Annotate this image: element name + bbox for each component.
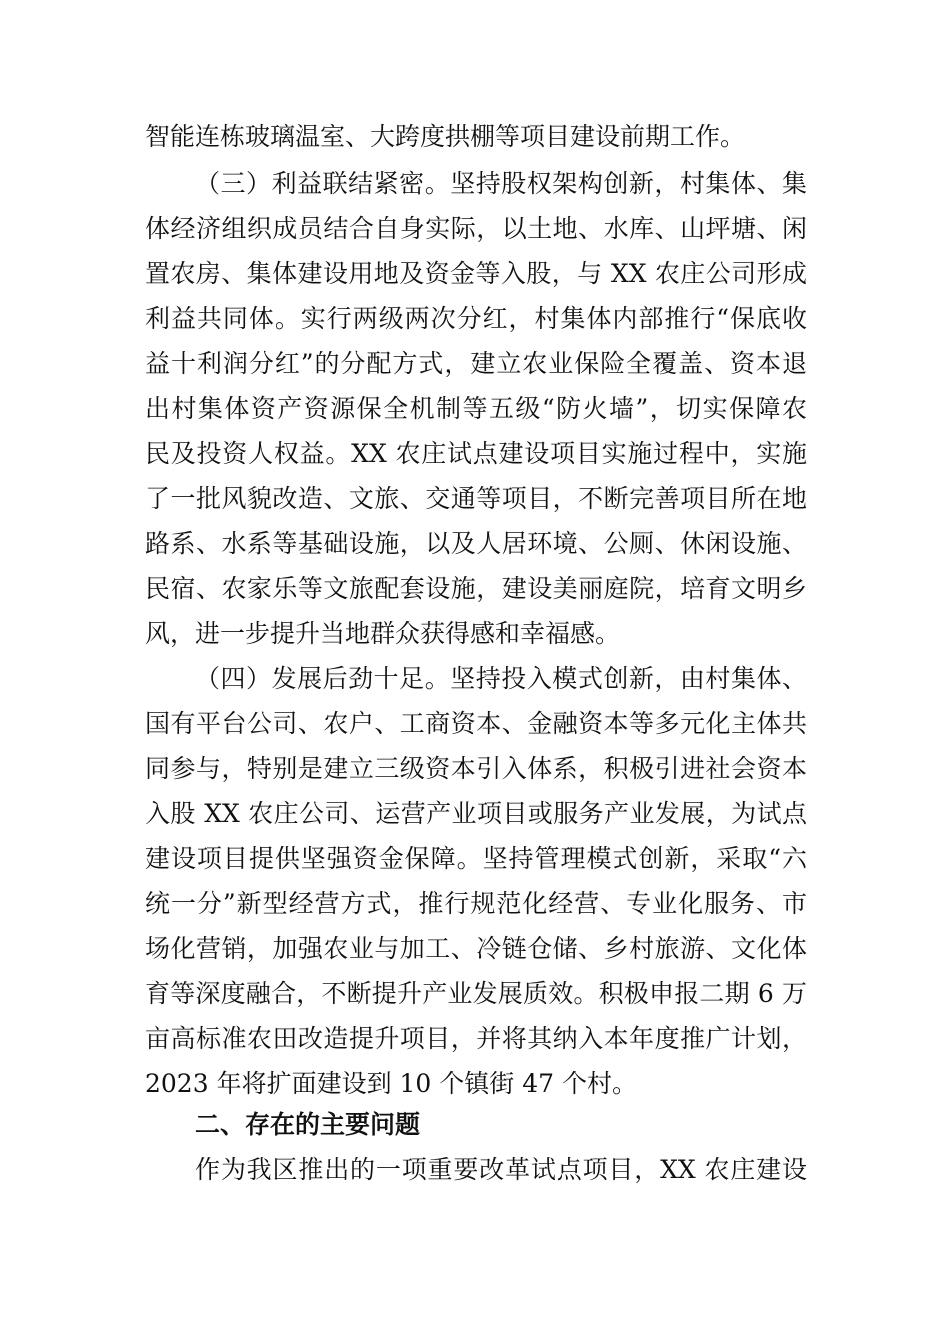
paragraph-line: 路系、水系等基础设施，以及人居环境、公厕、休闲设施、	[145, 529, 807, 558]
paragraph-line: 亩高标准农田改造提升项目，并将其纳入本年度推广计划，	[145, 1024, 807, 1053]
paragraph-line: 利益共同体。实行两级两次分红，村集体内部推行“保底收	[145, 304, 807, 333]
paragraph-line: 作为我区推出的一项重要改革试点项目，XX 农庄建设	[195, 1155, 807, 1184]
paragraph-line: 国有平台公司、农户、工商资本、金融资本等多元化主体共	[145, 709, 807, 738]
paragraph-line: 2023 年将扩面建设到 10 个镇街 47 个村。	[145, 1069, 637, 1098]
paragraph-line: 育等深度融合，不断提升产业发展质效。积极申报二期 6 万	[145, 979, 807, 1008]
paragraph-line: （三）利益联结紧密。坚持股权架构创新，村集体、集	[195, 169, 807, 198]
paragraph-line: 同参与，特别是建立三级资本引入体系，积极引进社会资本	[145, 754, 807, 783]
paragraph-line: 建设项目提供坚强资金保障。坚持管理模式创新，采取“六	[145, 844, 807, 873]
paragraph-line: 民宿、农家乐等文旅配套设施，建设美丽庭院，培育文明乡	[145, 574, 807, 603]
paragraph-line: 益十利润分红”的分配方式，建立农业保险全覆盖、资本退	[145, 349, 807, 378]
paragraph-line: 统一分”新型经营方式，推行规范化经营、专业化服务、市	[145, 889, 807, 918]
paragraph-line: 了一批风貌改造、文旅、交通等项目，不断完善项目所在地	[145, 484, 807, 513]
paragraph-line: 体经济组织成员结合自身实际，以土地、水库、山坪塘、闲	[145, 214, 807, 243]
paragraph-line: 置农房、集体建设用地及资金等入股，与 XX 农庄公司形成	[145, 259, 807, 288]
paragraph-line: 风，进一步提升当地群众获得感和幸福感。	[145, 619, 621, 648]
section-heading: 二、存在的主要问题	[195, 1110, 421, 1139]
paragraph-line: 入股 XX 农庄公司、运营产业项目或服务产业发展，为试点	[145, 799, 807, 828]
paragraph-line: 场化营销，加强农业与加工、冷链仓储、乡村旅游、文化体	[145, 934, 807, 963]
paragraph-line: 出村集体资产资源保全机制等五级“防火墙”，切实保障农	[145, 394, 807, 423]
paragraph-line: （四）发展后劲十足。坚持投入模式创新，由村集体、	[195, 664, 807, 693]
paragraph-line: 民及投资人权益。XX 农庄试点建设项目实施过程中，实施	[145, 439, 807, 468]
paragraph-line: 智能连栋玻璃温室、大跨度拱棚等项目建设前期工作。	[145, 122, 746, 151]
